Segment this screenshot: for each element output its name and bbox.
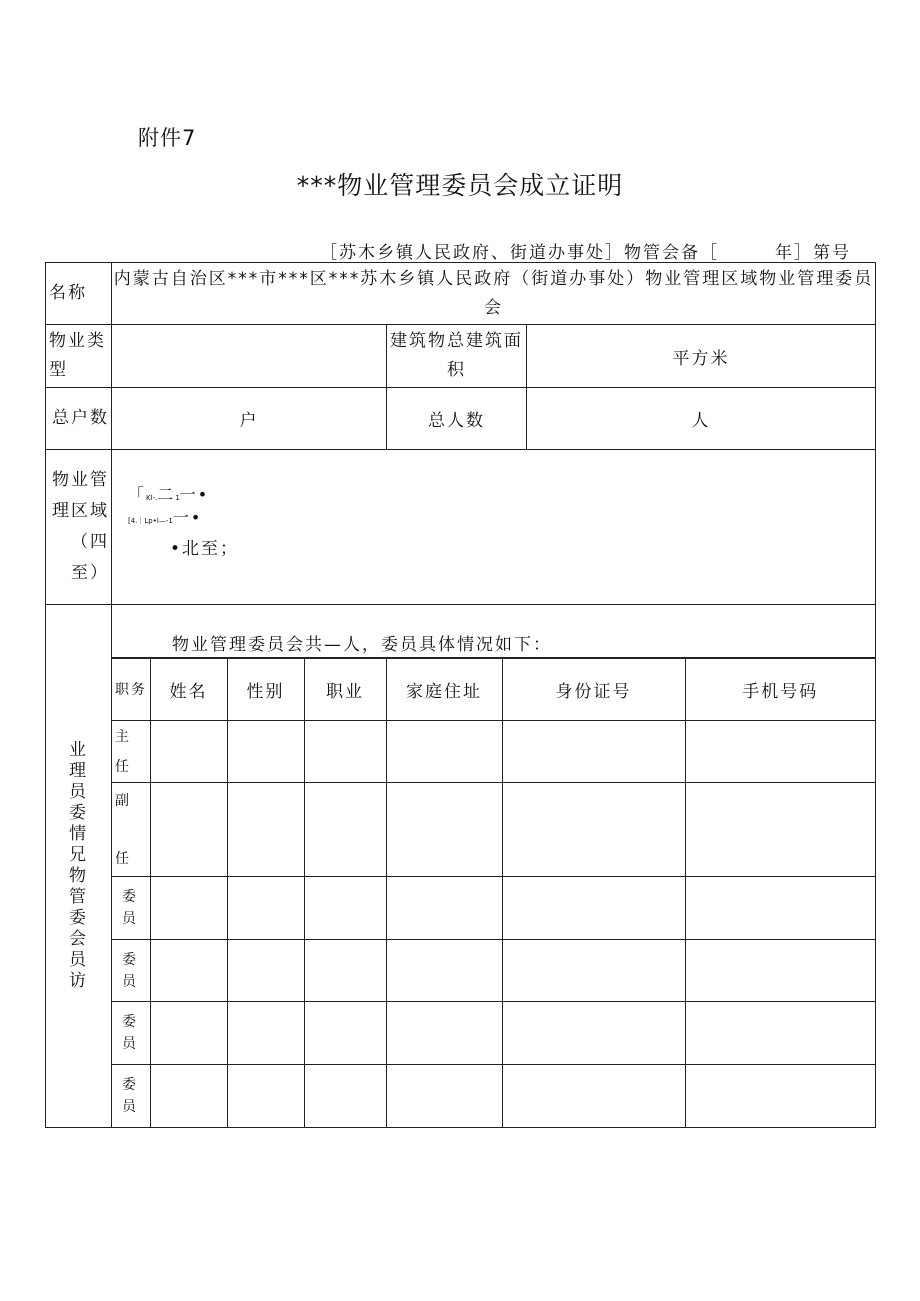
id-cell <box>502 1002 685 1065</box>
role-cell: 委 员 <box>112 940 150 1002</box>
phone-cell <box>685 940 875 1002</box>
role-cell: 委 员 <box>112 877 150 940</box>
property-type-label: 物业类型 <box>46 325 112 388</box>
name-value: 内蒙古自治区***市***区***苏木乡镇人民政府（街道办事处）物业管理区域物业管理委员会 <box>112 263 876 325</box>
document-title: ***物业管理委员会成立证明 <box>296 171 624 200</box>
property-type-value <box>112 325 387 388</box>
occupation-cell <box>304 1065 386 1127</box>
role-cell: 委 员 <box>112 1065 150 1127</box>
boundary-label: 物业管理区域（四至） <box>46 450 112 605</box>
document-number-prefix: ［苏木乡镇人民政府、街道办事处］物管会备［ <box>320 243 719 263</box>
boundary-value <box>112 450 876 605</box>
gender-cell <box>227 1002 304 1065</box>
phone-cell <box>685 877 875 940</box>
role-cell: 委 员 <box>112 1002 150 1065</box>
boundary-line-1: 「Kl-.二1一• <box>128 485 210 504</box>
header-role: 职务 <box>112 659 150 721</box>
role-cell: 副 任 <box>112 783 150 877</box>
header-gender: 性别 <box>227 659 304 721</box>
id-cell <box>502 721 685 783</box>
document-number <box>320 238 851 263</box>
committee-intro: 物业管理委员会共—人，委员具体情况如下： <box>112 605 876 658</box>
address-cell <box>386 940 502 1002</box>
id-cell <box>502 783 685 877</box>
name-cell <box>150 783 227 877</box>
id-cell <box>502 940 685 1002</box>
name-cell <box>150 877 227 940</box>
id-cell <box>502 1065 685 1127</box>
address-cell <box>386 783 502 877</box>
address-cell <box>386 721 502 783</box>
member-row <box>112 877 875 940</box>
occupation-cell <box>304 721 386 783</box>
attachment-label: 附件7 <box>138 126 197 150</box>
population-label: 总人数 <box>387 388 527 450</box>
households-unit: 户 <box>112 388 387 450</box>
address-cell <box>386 1065 502 1127</box>
member-row-deputy <box>112 783 875 877</box>
name-cell <box>150 721 227 783</box>
phone-cell <box>685 1002 875 1065</box>
name-label: 名称 <box>46 263 112 325</box>
committee-side-label: 业 理 员 委 情 兄 物 管 委 会 员 访 <box>46 605 112 1128</box>
member-row-director <box>112 721 875 783</box>
member-row <box>112 940 875 1002</box>
name-cell <box>150 940 227 1002</box>
phone-cell <box>685 1065 875 1127</box>
certificate-form <box>45 262 876 1128</box>
address-cell <box>386 1002 502 1065</box>
population-unit: 人 <box>527 388 876 450</box>
occupation-cell <box>304 940 386 1002</box>
occupation-cell <box>304 783 386 877</box>
header-phone: 手机号码 <box>685 659 875 721</box>
member-row <box>112 1065 875 1127</box>
document-number-suffix: 年］第号 <box>775 243 851 263</box>
occupation-cell <box>304 1002 386 1065</box>
phone-cell <box>685 783 875 877</box>
name-cell <box>150 1065 227 1127</box>
header-id-number: 身份证号 <box>502 659 685 721</box>
boundary-line-3: •北至； <box>170 539 240 559</box>
floor-area-unit: 平方米 <box>527 325 876 388</box>
role-cell: 主 任 <box>112 721 150 783</box>
gender-cell <box>227 940 304 1002</box>
address-cell <box>386 877 502 940</box>
member-table <box>112 658 875 1127</box>
boundary-line-2: [4.｜Lp•l—-1一• <box>128 508 203 527</box>
header-occupation: 职业 <box>304 659 386 721</box>
member-table-header <box>112 659 875 721</box>
floor-area-label: 建筑物总建筑面积 <box>387 325 527 388</box>
name-cell <box>150 1002 227 1065</box>
gender-cell <box>227 721 304 783</box>
header-address: 家庭住址 <box>386 659 502 721</box>
member-row <box>112 1002 875 1065</box>
gender-cell <box>227 1065 304 1127</box>
gender-cell <box>227 877 304 940</box>
gender-cell <box>227 783 304 877</box>
phone-cell <box>685 721 875 783</box>
occupation-cell <box>304 877 386 940</box>
id-cell <box>502 877 685 940</box>
households-label: 总户数 <box>46 388 112 450</box>
header-name: 姓名 <box>150 659 227 721</box>
